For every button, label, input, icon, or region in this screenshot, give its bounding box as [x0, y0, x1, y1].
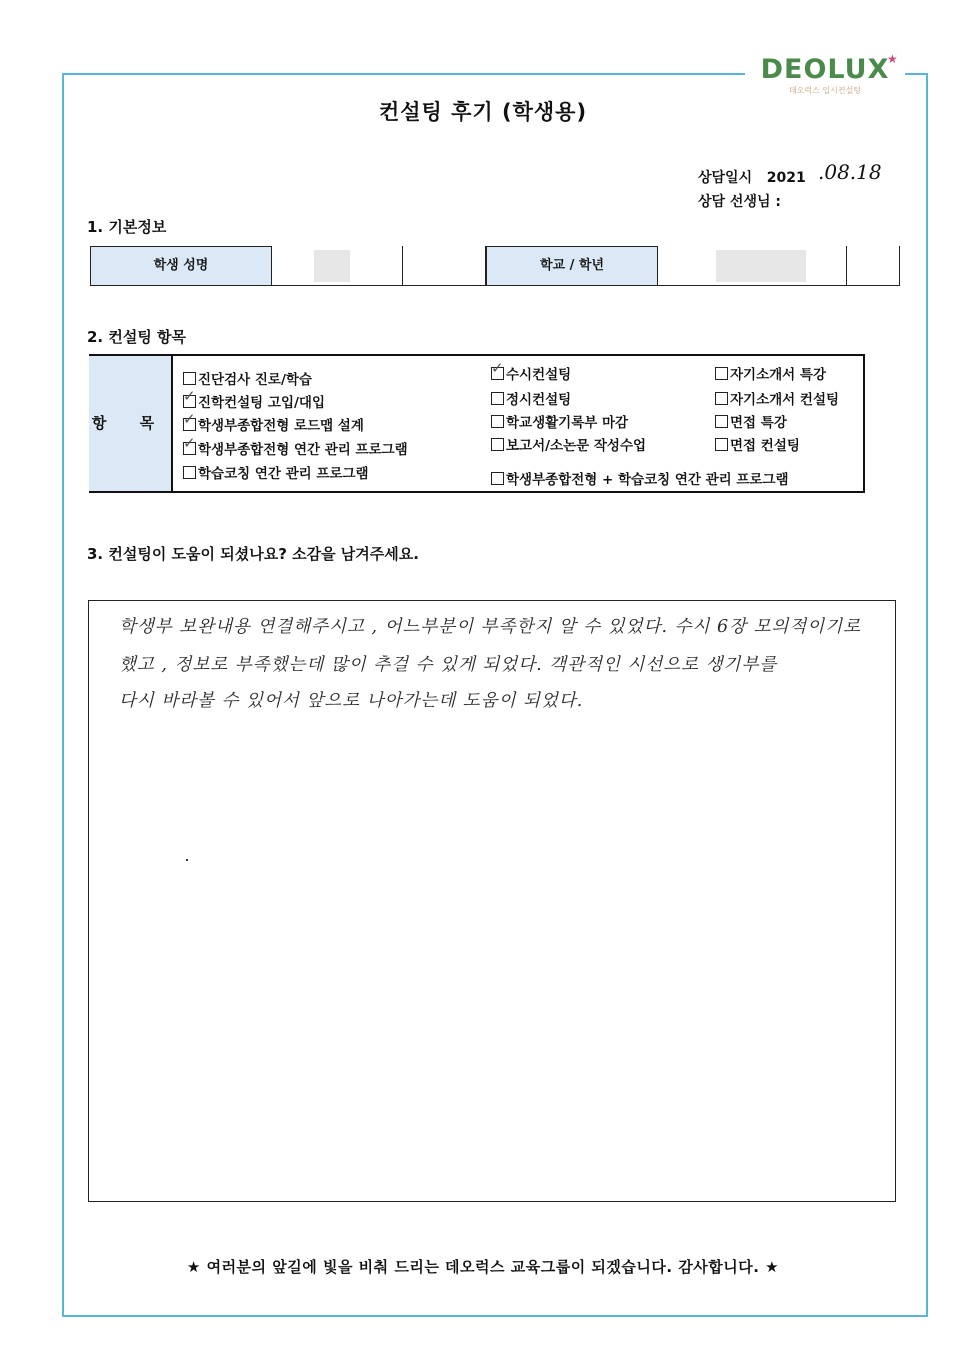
section-feedback: 3. 컨설팅이 도움이 되셨나요? 소감을 남겨주세요.: [87, 545, 419, 563]
checkbox-label: 진학컨설팅 고입/대입: [198, 395, 325, 411]
checkbox-label: 학생부종합전형 연간 관리 프로그램: [198, 442, 408, 458]
checkbox-checked-icon[interactable]: [183, 395, 196, 408]
checkbox-option[interactable]: [491, 388, 571, 408]
consult-date: [698, 167, 806, 187]
checkbox-option[interactable]: [183, 414, 364, 434]
checkbox-icon[interactable]: [491, 438, 504, 451]
stray-dot: [186, 859, 188, 861]
items-header: 항 목: [89, 356, 173, 491]
basic-info-row: [90, 246, 900, 286]
checkbox-option[interactable]: [491, 411, 628, 431]
checkbox-option[interactable]: [183, 391, 325, 411]
school-grade-label: 학교 / 학년: [486, 246, 658, 286]
checkbox-checked-icon[interactable]: [183, 418, 196, 431]
checkbox-label: 면접 컨설팅: [730, 438, 800, 454]
checkbox-icon[interactable]: [715, 367, 728, 380]
checkbox-option[interactable]: [715, 363, 826, 383]
feedback-box: [88, 600, 896, 1202]
checkbox-checked-icon[interactable]: [491, 367, 504, 380]
feedback-line: 학생부 보완내용 연결해주시고 , 어느부분이 부족한지 알 수 있었다. 수시 6장 모의적이기로: [119, 617, 862, 637]
student-name-label: 학생 성명: [90, 246, 272, 286]
checkbox-label: 학교생활기록부 마감: [506, 415, 629, 431]
checkbox-option[interactable]: [715, 388, 839, 408]
checkbox-label: 학생부종합전형 + 학습코칭 연간 관리 프로그램: [506, 472, 789, 488]
feedback-line: 다시 바라볼 수 있어서 앞으로 나아가는데 도움이 되었다.: [119, 691, 584, 711]
checkbox-option[interactable]: [715, 411, 787, 431]
checkbox-option[interactable]: [491, 468, 789, 488]
checkbox-label: 학생부종합전형 로드맵 설계: [198, 418, 364, 434]
checkbox-label: 학습코칭 연간 관리 프로그램: [198, 466, 369, 482]
checkbox-icon[interactable]: [491, 392, 504, 405]
checkbox-icon[interactable]: [715, 415, 728, 428]
checkbox-label: 면접 특강: [730, 415, 787, 431]
teacher-label: 상담 선생님 :: [698, 194, 781, 210]
checkbox-icon[interactable]: [491, 472, 504, 485]
footer-message: ★ 여러분의 앞길에 빛을 비춰 드리는 데오럭스 교육그룹이 되겠습니다. 감사합니다. ★: [186, 1258, 780, 1276]
checkbox-label: 진단검사 진로/학습: [198, 372, 312, 388]
feedback-line: 했고 , 정보로 부족했는데 많이 추걸 수 있게 되었다. 객관적인 시선으로 생기부를: [119, 655, 778, 675]
checkbox-label: 보고서/소논문 작성수업: [506, 438, 647, 454]
section-basic-info: 1. 기본정보: [87, 218, 167, 236]
checkbox-option[interactable]: [183, 368, 312, 388]
checkbox-option[interactable]: [183, 462, 369, 482]
deolux-logo: [745, 52, 905, 100]
checkbox-icon[interactable]: [715, 392, 728, 405]
checkbox-icon[interactable]: [715, 438, 728, 451]
logo-text: DEOLUX: [760, 54, 890, 85]
logo-subtitle: 데오럭스 입시컨설팅: [788, 86, 862, 95]
checkbox-label: 자기소개서 컨설팅: [730, 392, 840, 408]
checkbox-icon[interactable]: [183, 466, 196, 479]
checkbox-icon[interactable]: [183, 372, 196, 385]
consult-date-label: 상담일시: [698, 170, 753, 186]
checkbox-option[interactable]: [491, 363, 571, 383]
student-name-field: [272, 246, 486, 286]
checkbox-label: 수시컨설팅: [506, 367, 572, 383]
consult-date-year: 2021: [766, 170, 806, 186]
consult-date-handwritten: .08.18: [818, 160, 882, 184]
section-consulting-items: 2. 컨설팅 항목: [87, 328, 187, 346]
checkbox-icon[interactable]: [491, 415, 504, 428]
checkbox-option[interactable]: [183, 438, 408, 458]
checkbox-label: 정시컨설팅: [506, 392, 572, 408]
page-title: 컨설팅 후기 (학생용): [378, 100, 588, 124]
school-grade-field: [658, 246, 900, 286]
checkbox-option[interactable]: [491, 434, 646, 454]
checkbox-option[interactable]: [715, 434, 800, 454]
checkbox-label: 자기소개서 특강: [730, 367, 826, 383]
redacted-name: [314, 250, 350, 282]
checkbox-checked-icon[interactable]: [183, 442, 196, 455]
logo-star-icon: ★: [887, 52, 898, 66]
redacted-school: [716, 250, 806, 282]
